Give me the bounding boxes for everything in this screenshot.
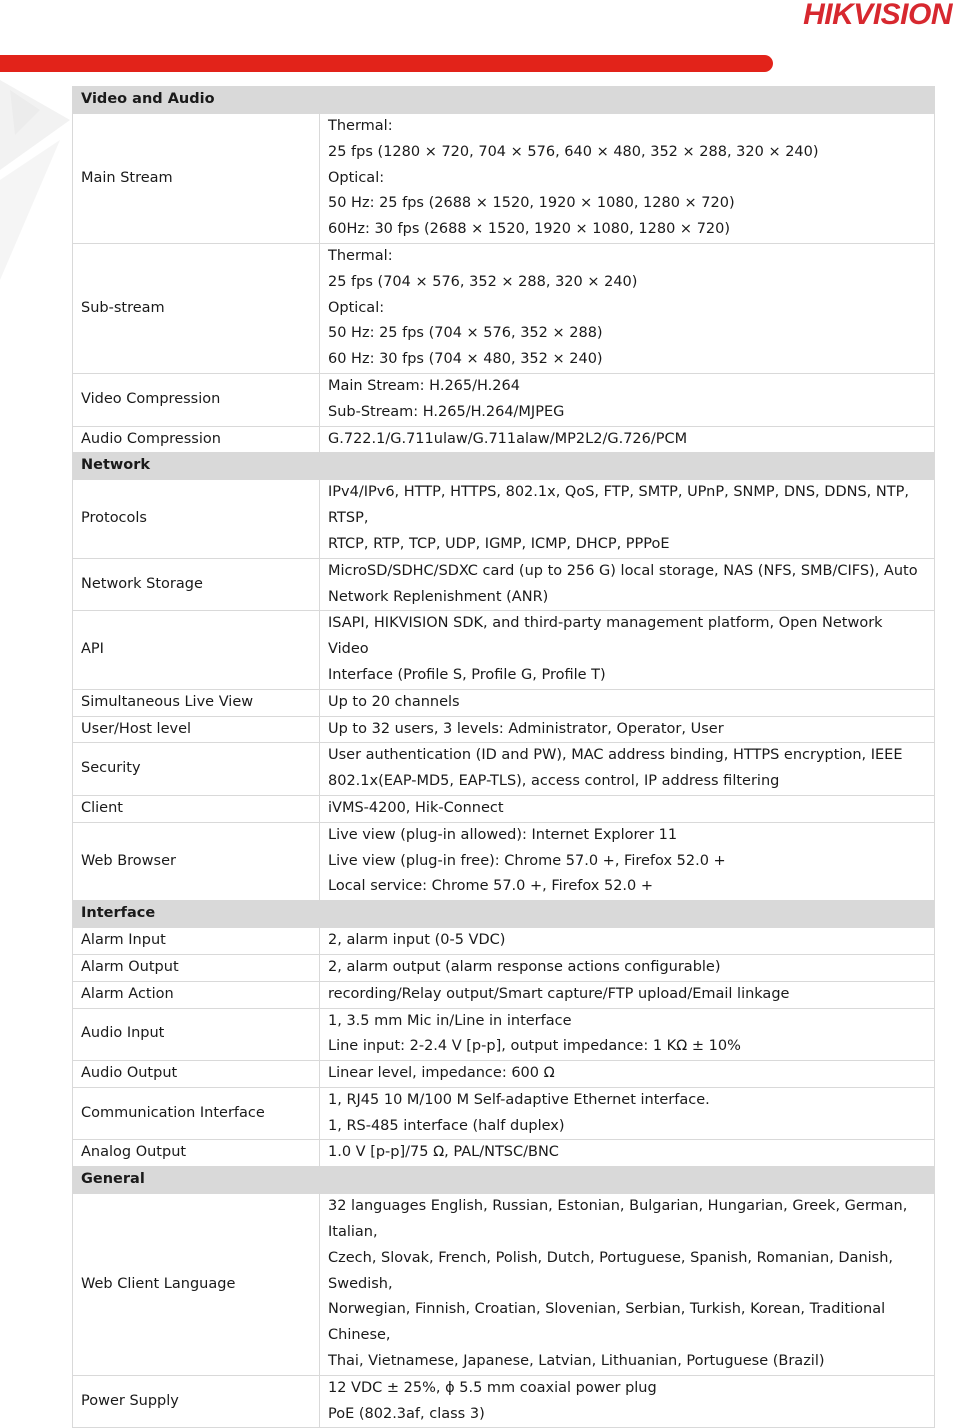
spec-row: [73, 795, 935, 822]
spec-value-line: Thai, Vietnamese, Japanese, Latvian, Lithuanian, Portuguese (Brazil): [328, 1353, 825, 1370]
section-header-blank: [320, 453, 935, 480]
spec-row: [73, 243, 935, 373]
spec-row: [73, 689, 935, 716]
section-title: Video and Audio: [73, 87, 320, 114]
spec-value-line: 50 Hz: 25 fps (2688 × 1520, 1920 × 1080, 1280 × 720): [328, 195, 735, 212]
spec-value: [320, 689, 935, 716]
section-header-blank: [320, 901, 935, 928]
spec-value-line: Linear level, impedance: 600 Ω: [328, 1065, 555, 1082]
spec-value-line: Up to 20 channels: [328, 693, 460, 710]
spec-label: Protocols: [73, 480, 320, 558]
spec-label: Main Stream: [73, 114, 320, 244]
spec-row: [73, 426, 935, 453]
spec-value-line: Live view (plug-in allowed): Internet Explorer 11: [328, 826, 678, 843]
spec-label: Video Compression: [73, 373, 320, 426]
spec-value-line: IPv4/IPv6, HTTP, HTTPS, 802.1x, QoS, FTP, SMTP, UPnP, SNMP, DNS, DDNS, NTP, RTSP,: [328, 484, 909, 527]
spec-value-line: PoE (802.3af, class 3): [328, 1405, 485, 1422]
spec-value-line: 2, alarm output (alarm response actions configurable): [328, 958, 721, 975]
spec-value: [320, 954, 935, 981]
spec-value-line: Main Stream: H.265/H.264: [328, 377, 520, 394]
spec-value-line: 60Hz: 30 fps (2688 × 1520, 1920 × 1080, 1280 × 720): [328, 221, 731, 238]
spec-label: Alarm Input: [73, 928, 320, 955]
spec-label: Analog Output: [73, 1140, 320, 1167]
spec-value-line: 12 VDC ± 25%, ϕ 5.5 mm coaxial power plug: [328, 1379, 657, 1396]
spec-label: Security: [73, 743, 320, 796]
spec-value-line: 60 Hz: 30 fps (704 × 480, 352 × 240): [328, 351, 603, 368]
spec-row: [73, 954, 935, 981]
spec-value-line: 1, RJ45 10 M/100 M Self-adaptive Ethernet interface.: [328, 1091, 710, 1108]
spec-value-line: 2, alarm input (0-5 VDC): [328, 932, 506, 949]
spec-label: Alarm Output: [73, 954, 320, 981]
spec-value: [320, 611, 935, 689]
spec-label: Client: [73, 795, 320, 822]
spec-row: [73, 822, 935, 900]
section-header: [73, 87, 935, 114]
spec-value: [320, 1008, 935, 1061]
spec-label: Web Client Language: [73, 1194, 320, 1376]
spec-value-line: 25 fps (1280 × 720, 704 × 576, 640 × 480, 352 × 288, 320 × 240): [328, 143, 819, 160]
spec-label: Web Browser: [73, 822, 320, 900]
spec-value: [320, 716, 935, 743]
spec-value: [320, 1140, 935, 1167]
spec-value-line: Optical:: [328, 169, 385, 186]
spec-label: Audio Output: [73, 1061, 320, 1088]
spec-row: [73, 1375, 935, 1428]
spec-value: [320, 795, 935, 822]
spec-row: [73, 743, 935, 796]
spec-row: [73, 1061, 935, 1088]
spec-label: Simultaneous Live View: [73, 689, 320, 716]
spec-label: Audio Compression: [73, 426, 320, 453]
spec-value: [320, 373, 935, 426]
spec-table: [72, 86, 935, 1428]
spec-value-line: MicroSD/SDHC/SDXC card (up to 256 G) local storage, NAS (NFS, SMB/CIFS), Auto: [328, 562, 918, 579]
spec-label: API: [73, 611, 320, 689]
spec-value: [320, 743, 935, 796]
spec-label: Sub-stream: [73, 243, 320, 373]
spec-value: [320, 558, 935, 611]
spec-row: [73, 981, 935, 1008]
spec-value-line: 25 fps (704 × 576, 352 × 288, 320 × 240): [328, 273, 638, 290]
section-title: Interface: [73, 901, 320, 928]
spec-value-line: 1, RS-485 interface (half duplex): [328, 1117, 565, 1134]
spec-value: [320, 480, 935, 558]
spec-row: [73, 480, 935, 558]
spec-value: [320, 822, 935, 900]
spec-value-line: 1.0 V [p-p]/75 Ω, PAL/NTSC/BNC: [328, 1144, 559, 1161]
spec-value-line: 1, 3.5 mm Mic in/Line in interface: [328, 1012, 572, 1029]
spec-value: [320, 981, 935, 1008]
spec-value-line: RTCP, RTP, TCP, UDP, IGMP, ICMP, DHCP, PPPoE: [328, 535, 670, 552]
section-header: [73, 453, 935, 480]
section-title: Network: [73, 453, 320, 480]
spec-value-line: Czech, Slovak, French, Polish, Dutch, Portuguese, Spanish, Romanian, Danish, Swedish,: [328, 1249, 894, 1292]
header-red-bar: [0, 55, 773, 72]
spec-row: [73, 1140, 935, 1167]
hikvision-logo: HIKVISION: [803, 0, 952, 31]
section-header-blank: [320, 87, 935, 114]
spec-row: [73, 1087, 935, 1140]
section-header-blank: [320, 1167, 935, 1194]
spec-row: [73, 716, 935, 743]
spec-row: [73, 114, 935, 244]
spec-row: [73, 928, 935, 955]
spec-value: [320, 928, 935, 955]
spec-value-line: Sub-Stream: H.265/H.264/MJPEG: [328, 403, 565, 420]
spec-value-line: 802.1x(EAP-MD5, EAP-TLS), access control, IP address filtering: [328, 773, 780, 790]
spec-value: [320, 1375, 935, 1428]
spec-row: [73, 373, 935, 426]
spec-value-line: 50 Hz: 25 fps (704 × 576, 352 × 288): [328, 325, 603, 342]
section-title: General: [73, 1167, 320, 1194]
spec-row: [73, 1194, 935, 1376]
spec-value-line: Optical:: [328, 299, 385, 316]
spec-value-line: Thermal:: [328, 247, 393, 264]
spec-label: Communication Interface: [73, 1087, 320, 1140]
spec-value-line: Network Replenishment (ANR): [328, 588, 549, 605]
spec-label: Power Supply: [73, 1375, 320, 1428]
spec-value-line: Norwegian, Finnish, Croatian, Slovenian, Serbian, Turkish, Korean, Traditional Chinese,: [328, 1301, 886, 1344]
spec-value-line: User authentication (ID and PW), MAC address binding, HTTPS encryption, IEEE: [328, 747, 903, 764]
spec-value: [320, 243, 935, 373]
spec-value-line: Thermal:: [328, 118, 393, 134]
section-header: [73, 1167, 935, 1194]
spec-value-line: Line input: 2-2.4 V [p-p], output impedance: 1 KΩ ± 10%: [328, 1038, 741, 1055]
spec-label: Alarm Action: [73, 981, 320, 1008]
spec-row: [73, 1008, 935, 1061]
spec-label: Audio Input: [73, 1008, 320, 1061]
spec-label: User/Host level: [73, 716, 320, 743]
spec-value-line: recording/Relay output/Smart capture/FTP upload/Email linkage: [328, 985, 790, 1002]
spec-value-line: Interface (Profile S, Profile G, Profile T): [328, 666, 606, 683]
spec-value: [320, 114, 935, 244]
spec-value-line: Local service: Chrome 57.0 +, Firefox 52.0 +: [328, 878, 654, 895]
spec-value: [320, 1087, 935, 1140]
spec-row: [73, 611, 935, 689]
spec-row: [73, 558, 935, 611]
section-header: [73, 901, 935, 928]
spec-value-line: G.722.1/G.711ulaw/G.711alaw/MP2L2/G.726/PCM: [328, 430, 688, 447]
spec-value: [320, 426, 935, 453]
spec-value: [320, 1194, 935, 1376]
spec-value-line: Up to 32 users, 3 levels: Administrator, Operator, User: [328, 720, 724, 737]
spec-value: [320, 1061, 935, 1088]
spec-value-line: ISAPI, HIKVISION SDK, and third-party management platform, Open Network Video: [328, 615, 883, 658]
spec-label: Network Storage: [73, 558, 320, 611]
spec-value-line: iVMS-4200, Hik-Connect: [328, 799, 504, 816]
spec-value-line: 32 languages English, Russian, Estonian, Bulgarian, Hungarian, Greek, German, Italian,: [328, 1198, 908, 1241]
spec-value-line: Live view (plug-in free): Chrome 57.0 +, Firefox 52.0 +: [328, 852, 726, 869]
watermark-graphic: [0, 60, 80, 300]
